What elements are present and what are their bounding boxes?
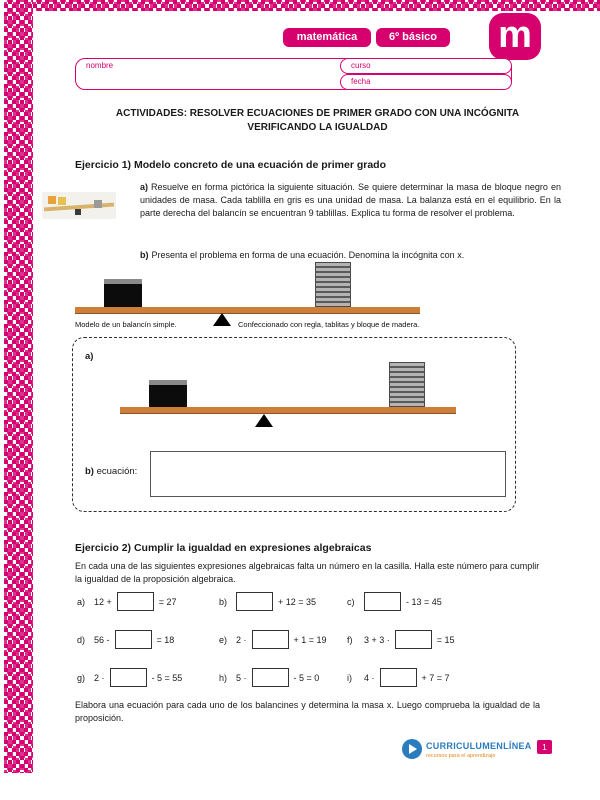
brand-m-logo: m (489, 13, 541, 60)
gray-slats-stack (389, 362, 425, 407)
exercise1-heading: Ejercicio 1) Modelo concreto de una ecuación de primer grado (75, 159, 386, 171)
course-label: curso (351, 61, 371, 70)
exercise1-item-b (140, 249, 561, 262)
black-block (149, 380, 187, 407)
equation-answer-box (115, 630, 152, 649)
item-b-label: b) (140, 250, 149, 260)
mini-cube (48, 196, 56, 204)
answer-b-label (85, 466, 137, 477)
equation (219, 591, 347, 612)
equation-post-text: + 1 = 19 (293, 634, 327, 645)
fulcrum-triangle-icon (255, 414, 273, 427)
grade-badge: 6º básico (376, 28, 450, 47)
item-b-text: Presenta el problema en forma de una ecuación. Denomina la incógnita con x. (151, 250, 465, 260)
date-field (340, 74, 512, 90)
equation (77, 667, 219, 688)
equation-answer-box (364, 592, 401, 611)
equation-post-text: + 12 = 35 (278, 596, 317, 607)
equation-answer-box (117, 592, 154, 611)
equation-pre-text: 2 · (236, 634, 247, 645)
equation-label: b) (219, 596, 228, 607)
exercise1-item-a (140, 181, 561, 220)
mini-balance-photo (42, 192, 116, 219)
subject-badge: matemática (283, 28, 371, 47)
equation-post-text: = 18 (156, 634, 175, 645)
equation (77, 591, 219, 612)
date-label: fecha (351, 77, 371, 86)
equation (219, 629, 347, 650)
exercise2-heading: Ejercicio 2) Cumplir la igualdad en expresiones algebraicas (75, 542, 372, 554)
fulcrum-triangle-icon (213, 313, 231, 326)
equation-label: f) (347, 634, 353, 645)
curriculum-logo-icon (402, 739, 422, 759)
equation-pre-text: 4 · (364, 672, 375, 683)
equation (347, 591, 517, 612)
equation-answer-box (236, 592, 273, 611)
equation-pre-text: 3 + 3 · (364, 634, 390, 645)
equation-label: a) (77, 596, 86, 607)
equation-label: e) (219, 634, 228, 645)
item-a-label: a) (140, 182, 149, 192)
answer-a-label: a) (85, 351, 94, 362)
equation-pre-text: 2 · (94, 672, 105, 683)
equation-post-text: - 5 = 55 (151, 672, 183, 683)
figure-caption-right: Confeccionado con regla, tablitas y bloque de madera. (238, 320, 420, 329)
equation-answer-box-large (150, 451, 506, 497)
decorative-border-top (33, 0, 600, 11)
equation-label: h) (219, 672, 228, 683)
worksheet-title (75, 107, 560, 135)
mini-fulcrum (75, 209, 81, 215)
equation-answer-box (110, 668, 147, 687)
equation (219, 667, 347, 688)
title-line1: ACTIVIDADES: RESOLVER ECUACIONES DE PRIMER GRADO CON UNA INCÓGNITA (115, 108, 520, 119)
equations-grid (77, 591, 552, 688)
name-label: nombre (86, 61, 114, 70)
equation (347, 667, 517, 688)
black-block (104, 279, 142, 307)
decorative-border-left (4, 0, 33, 773)
equation-post-text: - 5 = 0 (293, 672, 320, 683)
balance-plank (75, 307, 420, 314)
answer-b-text: ecuación: (96, 466, 138, 477)
equation-label: c) (347, 596, 355, 607)
balance-plank (120, 407, 456, 414)
equation-answer-box (252, 630, 289, 649)
equation-pre-text: 56 - (94, 634, 110, 645)
mini-cube (94, 200, 102, 208)
equation-post-text: = 27 (158, 596, 177, 607)
footer-brand: CURRICULUMENLÍNEA (426, 741, 532, 751)
arrow-right-icon (409, 744, 417, 754)
page-number-badge: 1 (537, 740, 552, 754)
equation (77, 629, 219, 650)
equation-pre-text: 12 + (94, 596, 112, 607)
equation-answer-box (380, 668, 417, 687)
equation-post-text: = 15 (436, 634, 455, 645)
exercise2-intro: En cada una de las siguientes expresiones algebraicas falta un número en la casilla. Halla este número para cumplir la igualdad de la proposición algebraica. (75, 561, 540, 584)
equation (347, 629, 517, 650)
equation-answer-box (395, 630, 432, 649)
title-line2: VERIFICANDO LA IGUALDAD (247, 122, 388, 133)
course-field (340, 58, 512, 74)
answer-b-letter: b) (85, 466, 94, 477)
equation-label: i) (347, 672, 352, 683)
equation-post-text: + 7 = 7 (421, 672, 450, 683)
item-a-text: Resuelve en forma pictórica la siguiente situación. Se quiere determinar la masa de bloque negro en unidades de masa. Cada tablilla en gris es una unidad de masa. La balanza está en el equilibrio. En la parte derecha del balancín se encuentran 9 tablillas. Explica tu forma de resolver el problema. (140, 182, 561, 218)
footer-tagline: recursos para el aprendizaje (426, 753, 496, 759)
mini-cube (58, 197, 66, 205)
equation-label: d) (77, 634, 86, 645)
figure-caption-left: Modelo de un balancín simple. (75, 320, 177, 329)
equation-label: g) (77, 672, 86, 683)
gray-slats-stack (315, 262, 351, 307)
exercise2-outro: Elabora una ecuación para cada uno de los balancines y determina la masa x. Luego comprueba la igualdad de la proposición. (75, 700, 540, 723)
equation-post-text: - 13 = 45 (406, 596, 442, 607)
equation-answer-box (252, 668, 289, 687)
equation-pre-text: 5 · (236, 672, 247, 683)
